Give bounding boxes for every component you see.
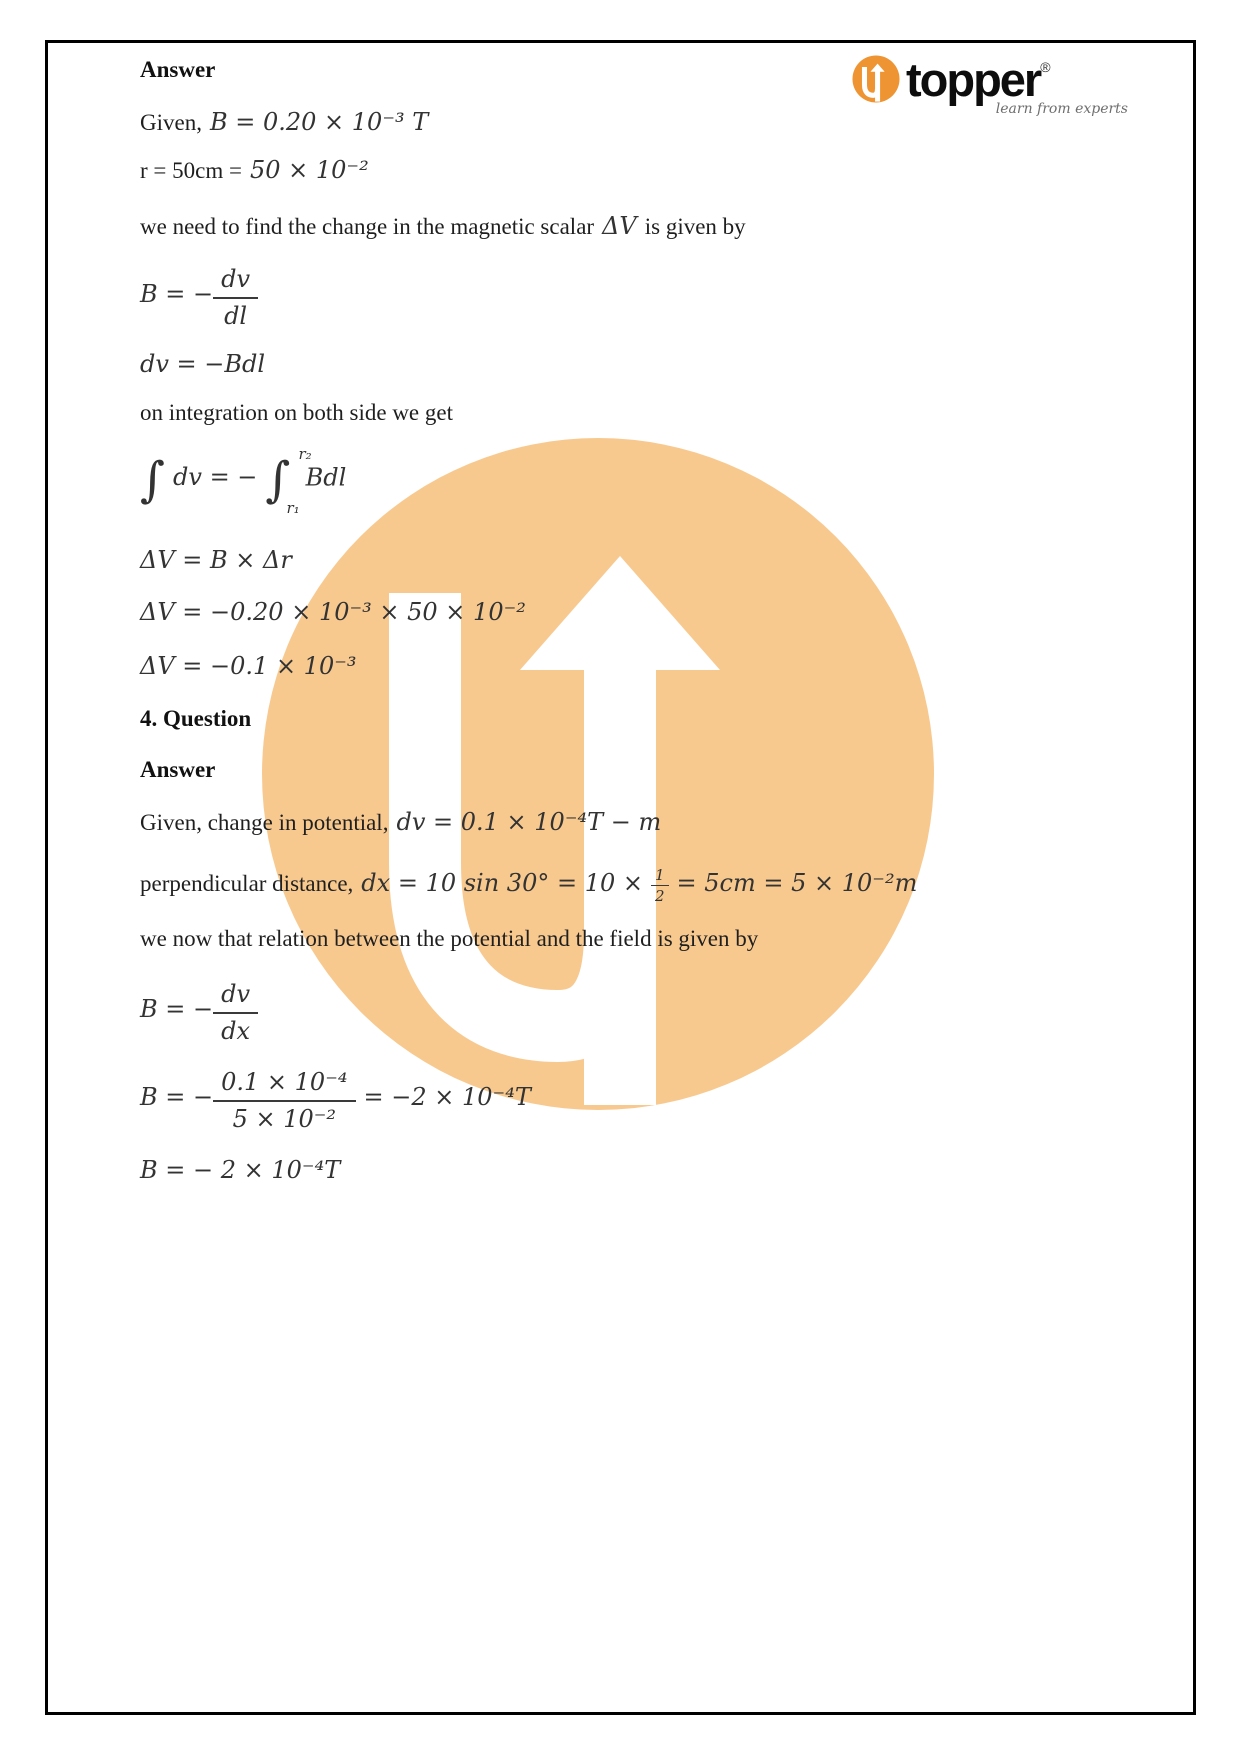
integral-upper-limit: r₂ <box>298 445 312 463</box>
eq-b-value-lhs: B = − <box>140 1082 214 1111</box>
fraction-numerator: 0.1 × 10⁻⁴ <box>213 1066 355 1102</box>
relation-line: we now that relation between the potential and the field is given by <box>140 926 759 951</box>
fraction-denominator: 5 × 10⁻² <box>232 1105 337 1133</box>
given-label: Given, <box>140 110 202 135</box>
integral-middle: dv = − <box>173 463 258 492</box>
answer-heading-2: Answer <box>140 757 216 782</box>
eq-b-dv-dl-lhs: B = − <box>140 279 214 308</box>
eq-delta-v-2: ΔV = −0.20 × 10⁻³ × 50 × 10⁻² <box>140 598 526 626</box>
given-dv-line <box>140 808 661 836</box>
topper-logo <box>852 52 1142 117</box>
dv-dx-fraction <box>213 978 258 1045</box>
eq-b-dv-dx <box>140 978 258 1045</box>
eq-dv: dv = −Bdl <box>140 350 266 378</box>
half-fraction <box>651 866 669 905</box>
eq-b-value-rhs: = −2 × 10⁻⁴T <box>363 1082 531 1111</box>
given-b-math: B = 0.20 × 10⁻³ T <box>209 108 429 136</box>
delta-v-symbol: ΔV <box>602 212 637 240</box>
topper-logo-icon <box>852 55 900 103</box>
question-heading: 4. Question <box>140 706 252 731</box>
logo-brand-text: topper <box>906 52 1041 106</box>
radius-math: 50 × 10⁻² <box>249 156 369 184</box>
topper-watermark-graphic <box>262 438 934 1110</box>
integral-tail: Bdl <box>305 463 347 492</box>
eq-delta-v-1: ΔV = B × Δr <box>140 546 292 574</box>
eq-b-dv-dx-lhs: B = − <box>140 994 214 1023</box>
integral-lower-limit: r₁ <box>286 499 300 517</box>
perpendicular-label: perpendicular distance, <box>140 870 354 896</box>
integration-line: on integration on both side we get <box>140 400 453 425</box>
logo-tagline: learn from experts <box>995 101 1128 117</box>
given-dv-label: Given, change in potential, <box>140 810 389 835</box>
logo-row <box>852 52 1142 106</box>
half-denominator: 2 <box>655 887 665 905</box>
topper-watermark-icon <box>262 438 934 1110</box>
half-numerator: 1 <box>651 866 669 886</box>
perpendicular-math-2: = 5cm = 5 × 10⁻²m <box>676 868 918 897</box>
perpendicular-line <box>140 866 917 905</box>
registered-mark: ® <box>1040 58 1051 75</box>
eq-b-value <box>140 1066 531 1133</box>
eq-integral <box>140 445 347 517</box>
scalar-line <box>140 212 746 240</box>
fraction-denominator: dl <box>224 302 248 330</box>
eq-b-dv-dl <box>140 263 258 330</box>
logo-wordmark <box>906 52 1051 106</box>
answer-heading-1: Answer <box>140 57 216 82</box>
fraction-denominator: dx <box>221 1017 251 1045</box>
dv-dl-fraction <box>213 263 258 330</box>
given-b-line <box>140 108 428 136</box>
eq-delta-v-3: ΔV = −0.1 × 10⁻³ <box>140 652 357 680</box>
scalar-pre-text: we need to find the change in the magnetic scalar <box>140 214 595 239</box>
given-dv-math: dv = 0.1 × 10⁻⁴T − m <box>396 808 662 836</box>
integral-sign-2: ∫ <box>265 452 291 508</box>
integral-sign-1: ∫ <box>140 452 166 508</box>
value-fraction <box>213 1066 355 1133</box>
fraction-numerator: dv <box>213 978 258 1014</box>
fraction-numerator: dv <box>213 263 258 299</box>
integral-limits <box>286 445 312 517</box>
eq-b-final: B = − 2 × 10⁻⁴T <box>140 1156 341 1184</box>
radius-label: r = 50cm = <box>140 158 242 183</box>
scalar-post-text: is given by <box>644 214 746 239</box>
perpendicular-math-1: dx = 10 sin 30° = 10 × <box>361 868 643 897</box>
radius-line <box>140 156 369 184</box>
